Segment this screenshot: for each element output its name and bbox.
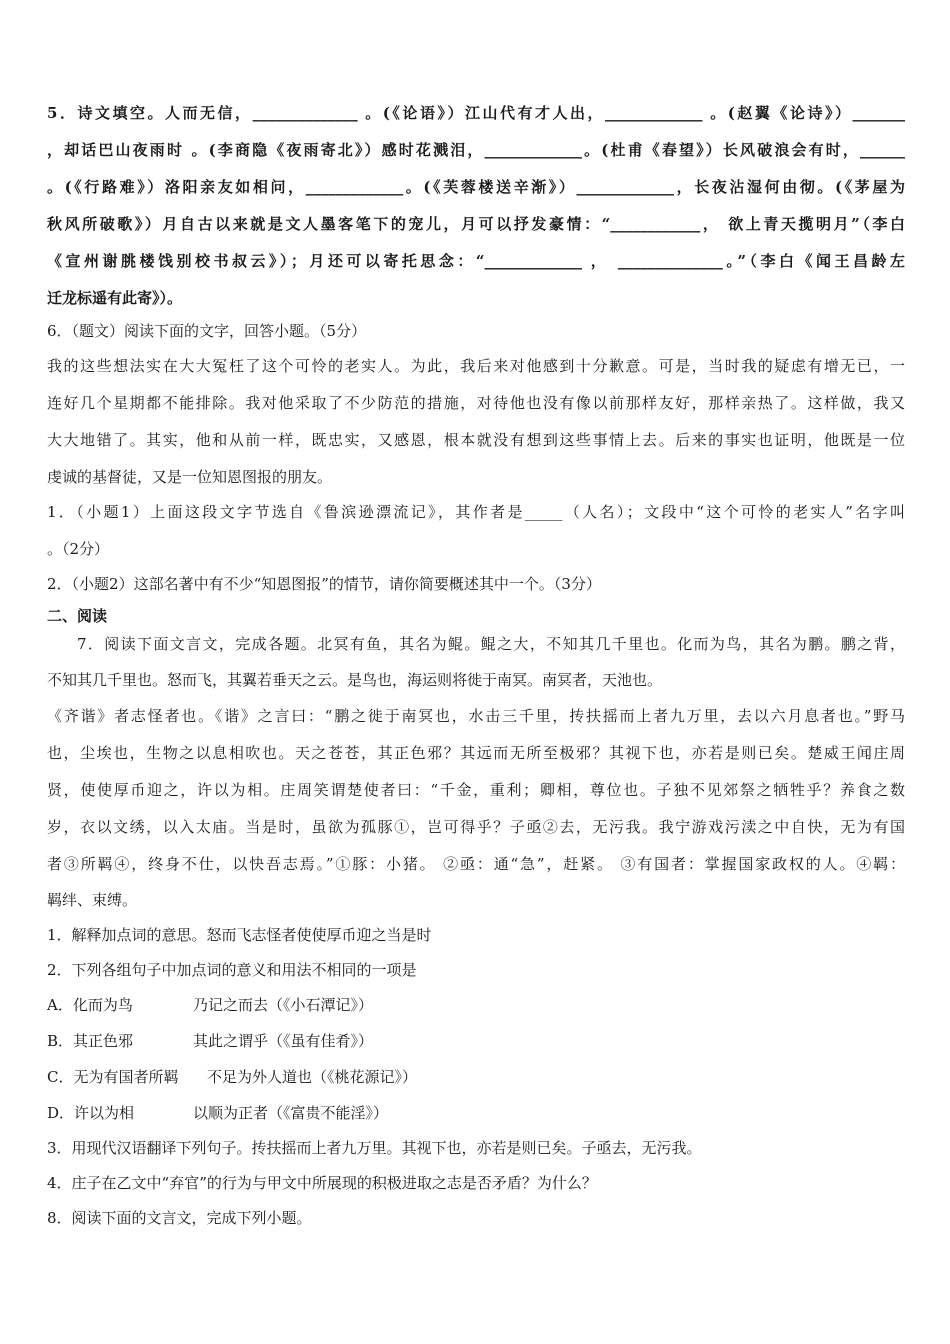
option-a-right: 乃记之而去（《小石潭记》） bbox=[193, 996, 374, 1014]
q6-passage-line-1: 我的这些想法实在大大冤枉了这个可怜的老实人。为此，我后来对他感到十分歉意。可是，当时我的疑虑有增无已，一 bbox=[47, 357, 905, 375]
q7-subquestion-1: 1．解释加点词的意思。怒而飞志怪者使使厚币迎之当是时 bbox=[47, 926, 432, 944]
option-c-right: 不足为外人道也（《桃花源记》） bbox=[207, 1068, 418, 1086]
option-b-left: B．其正色邪 bbox=[47, 1032, 134, 1050]
q7-line-1: 7．阅读下面文言文，完成各题。北冥有鱼，其名为鲲。鲲之大，不知其几千里也。化而为鸟，其名为鹏。鹏之背， bbox=[77, 635, 905, 653]
option-d-right: 以顺为正者（《富贵不能淫》） bbox=[193, 1104, 389, 1122]
option-a bbox=[47, 995, 905, 1015]
q5-line-6: 迁龙标遥有此寄》）。 bbox=[47, 289, 183, 307]
option-b-right: 其此之谓乎（《虽有佳肴》） bbox=[193, 1032, 374, 1050]
q7-subquestion-3: 3．用现代汉语翻译下列句子。抟扶摇而上者九万里。其视下也，亦若是则已矣。子亟去，无污我。 bbox=[47, 1139, 702, 1157]
option-d-left: D．许以为相 bbox=[47, 1104, 135, 1122]
q7-line-6: 岁，衣以文绣，以入太庙。当是时，虽欲为孤豚①，岂可得乎？子亟②去，无污我。我宁游戏污渎之中自快，无为有国 bbox=[47, 818, 905, 836]
q5-line-1: 5．诗文填空。人而无信，______________ 。(《论语》）江山代有才人出，_____________ 。(赵翼《论诗》）_______ bbox=[47, 104, 905, 122]
option-b bbox=[47, 1031, 905, 1051]
q6-subquestion-1: 1．（小题1）上面这段文字节选自《鲁滨逊漂流记》，其作者是_____（人名）；文段中“这个可怜的老实人”名字叫 bbox=[47, 503, 905, 521]
q7-line-3: 《齐谐》者志怪者也。《谐》之言曰：“鹏之徙于南冥也，水击三千里，抟扶摇而上者九万里，去以六月息者也。”野马 bbox=[47, 707, 905, 725]
q7-subquestion-2: 2．下列各组句子中加点词的意义和用法不相同的一项是 bbox=[47, 961, 417, 979]
q7-line-5: 贤，使使厚币迎之，许以为相。庄周笑谓楚使者曰：“千金，重利；卿相，尊位也。子独不见郊祭之牺牲乎？养食之数 bbox=[47, 781, 905, 799]
q5-line-5: 《宣州谢朓楼饯别校书叔云》）；月还可以寄托思念：“_____________ ， ______________。”（李白《闻王昌龄左 bbox=[47, 252, 905, 270]
option-c-left: C．无为有国者所羁 bbox=[47, 1068, 179, 1086]
q6-passage-line-4: 虔诚的基督徒，又是一位知恩图报的朋友。 bbox=[47, 468, 333, 486]
q6-subquestion-1-cont: 。（2分） bbox=[47, 540, 110, 558]
q6-passage-line-2: 连好几个星期都不能排除。我对他采取了不少防范的措施，对待他也没有像以前那样友好，那样亲热了。这样做，我又 bbox=[47, 394, 905, 412]
q7-subquestion-4: 4．庄子在乙文中“弃官”的行为与甲文中所展现的积极进取之志是否矛盾？为什么？ bbox=[47, 1174, 597, 1192]
q7-line-8: 羁绊、束缚。 bbox=[47, 891, 138, 909]
option-d bbox=[47, 1103, 905, 1123]
q6-title: 6．（题文）阅读下面的文字，回答小题。（5分） bbox=[47, 322, 367, 340]
q5-line-2: ，却话巴山夜雨时 。(李商隐《夜雨寄北》）感时花溅泪，_____________。(杜甫《春望》）长风破浪会有时，______ bbox=[47, 141, 905, 159]
q6-passage-line-3: 大大地错了。其实，他和从前一样，既忠实，又感恩，根本就没有想到这些事情上去。后来的事实也证明，他既是一位 bbox=[47, 431, 905, 449]
q7-line-4: 也，尘埃也，生物之以息相吹也。天之苍苍，其正色邪？其远而无所至极邪？其视下也，亦若是则已矣。楚威王闻庄周 bbox=[47, 744, 905, 762]
q7-line-2: 不知其几千里也。怒而飞，其翼若垂天之云。是鸟也，海运则将徙于南冥。南冥者，天池也。 bbox=[47, 671, 663, 689]
q5-line-3: 。(《行路难》）洛阳亲友如相问，_____________。(《芙蓉楼送辛渐》）_____________，长夜沾湿何由彻。(《茅屋为 bbox=[47, 178, 905, 196]
q8-title: 8．阅读下面的文言文，完成下列小题。 bbox=[47, 1209, 312, 1227]
q5-line-4: 秋风所破歌》）月自古以来就是文人墨客笔下的宠儿，月可以抒发豪情：“____________， 欲上青天揽明月”（李白 bbox=[47, 215, 905, 233]
q7-line-7: 者③所羁④，终身不仕，以快吾志焉。”①豚：小猪。 ②亟：通“急”，赶紧。 ③有国者：掌握国家政权的人。④羁： bbox=[47, 855, 905, 873]
option-c bbox=[47, 1067, 905, 1087]
section-heading: 二、阅读 bbox=[47, 607, 108, 625]
q6-subquestion-2: 2．（小题2）这部名著中有不少“知恩图报”的情节，请你简要概述其中一个。（3分） bbox=[47, 575, 601, 593]
option-a-left: A．化而为鸟 bbox=[47, 996, 133, 1014]
